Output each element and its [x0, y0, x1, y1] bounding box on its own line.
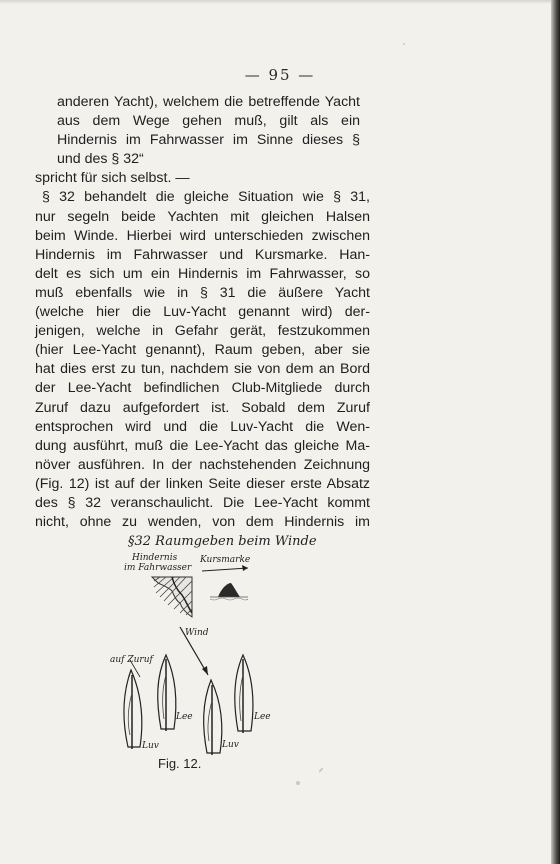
lee-label-left: Lee	[176, 712, 193, 722]
yacht-lee-left-icon	[158, 655, 176, 731]
text-line: (welche hier die Luv-Yacht genannt wird) der-	[35, 304, 370, 321]
page-binding-edge	[551, 0, 560, 864]
text-line: Zuruf dazu aufgefordert ist. Sobald dem Zuruf	[35, 399, 370, 416]
paper-speck	[296, 781, 300, 785]
obstacle-coast-icon	[152, 577, 192, 617]
course-mark-buoy-icon	[210, 583, 248, 600]
figure-caption: Fig. 12.	[158, 756, 202, 771]
text-line: Hindernis im Fahrwasser im Sinne dieses §	[57, 132, 360, 149]
text-line: nur segeln beide Yachten mit gleichen Halsen	[35, 208, 370, 225]
obstacle-label-2: im Fahrwasser	[124, 563, 192, 573]
text-line: nicht, ohne zu wenden, von dem Hindernis im	[35, 514, 370, 531]
text-line: und des § 32“	[57, 151, 144, 168]
yacht-luv-right-icon	[204, 680, 222, 755]
wind-label: Wind	[185, 628, 209, 638]
lee-label-right: Lee	[254, 712, 271, 722]
text-line: növer ausführen. In der nachstehenden Zeichnung	[35, 456, 370, 473]
hail-label: auf Zuruf	[110, 655, 153, 665]
text-line: § 32 behandelt die gleiche Situation wie § 31,	[42, 189, 370, 206]
text-line: dung ausführt, muß die Lee-Yacht das gleiche Ma-	[35, 437, 370, 454]
text-line: der Lee-Yacht befindlichen Club-Mitgliede durch	[35, 380, 370, 397]
mark-arrow	[202, 568, 248, 571]
text-line: (hier Lee-Yacht genannt), Raum geben, aber sie	[35, 342, 370, 359]
figure-12	[90, 525, 320, 775]
page-number: — 95 —	[244, 66, 316, 84]
text-line: (Fig. 12) ist auf der linken Seite dieser erste Absatz	[35, 475, 370, 492]
text-line: delt es sich um ein Hindernis im Fahrwasser, so	[35, 265, 370, 282]
text-line: jenigen, welche in Gefahr gerät, festzukommen	[35, 323, 370, 340]
text-line: hat dies erst zu tun, nachdem sie von dem an Bord	[35, 361, 370, 378]
text-line: muß ebenfalls wie in § 31 die äußere Yacht	[35, 284, 370, 301]
text-line: anderen Yacht), welchem die betreffende Yacht	[57, 94, 360, 110]
body-text	[35, 93, 370, 532]
mark-label: Kursmarke	[200, 555, 251, 565]
luv-label-left: Luv	[142, 741, 159, 751]
text-line: beim Winde. Hierbei wird unterschieden zwischen	[35, 227, 370, 244]
text-line: spricht für sich selbst. —	[35, 170, 190, 187]
yacht-lee-right-icon	[235, 655, 253, 733]
text-line: des § 32 veranschaulicht. Die Lee-Yacht kommt	[35, 494, 370, 511]
yacht-luv-left-icon	[124, 670, 142, 749]
obstacle-label: Hindernis	[132, 553, 178, 563]
yacht-diagram	[90, 525, 320, 775]
figure-title: §32 Raumgeben beim Winde	[128, 534, 317, 549]
page-top-edge	[0, 0, 560, 4]
mark-arrowhead-icon	[242, 565, 248, 571]
luv-label-right: Luv	[222, 740, 239, 750]
paper-speck	[403, 43, 405, 45]
text-line: entsprochen wird und die Luv-Yacht die Wen-	[35, 418, 370, 435]
text-line: Hindernis im Fahrwasser und Kursmarke. Han-	[35, 246, 370, 263]
text-line: aus dem Wege gehen muß, gilt als ein	[57, 113, 360, 130]
